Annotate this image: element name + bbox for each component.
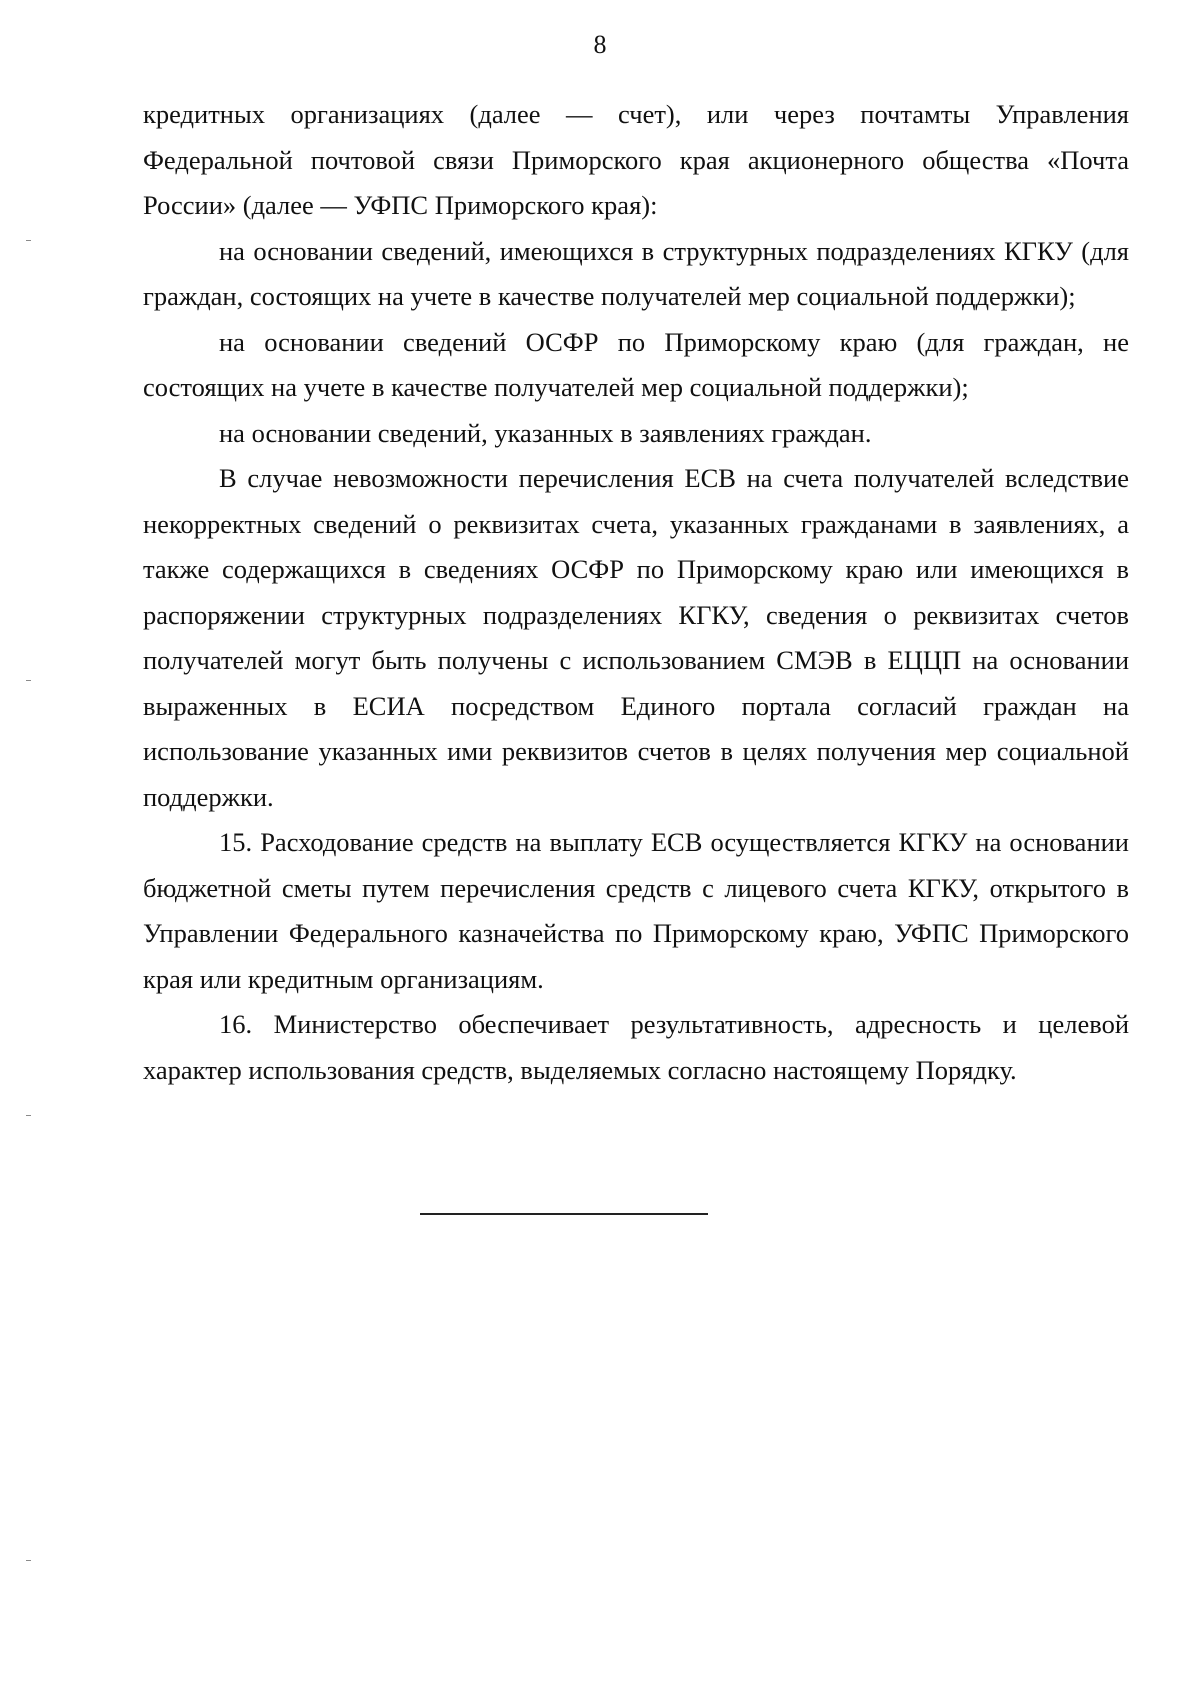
paragraph-continuation: кредитных организациях (далее — счет), или через почтамты Управления Федеральной почтовой связи Приморского края акционерного общества «Почта России» (далее — УФПС Приморского края): [143, 99, 1129, 220]
margin-scan-mark [26, 240, 31, 241]
end-of-document-rule [420, 1213, 708, 1215]
paragraph-basis-kgku: на основании сведений, имеющихся в структурных подразделениях КГКУ (для граждан, состоящих на учете в качестве получателей мер социальной поддержки); [143, 235, 1129, 311]
paragraph-basis-applications: на основании сведений, указанных в заявлениях граждан. [219, 417, 872, 448]
paragraph-account-details: В случае невозможности перечисления ЕСВ на счета получателей вследствие некорректных сведений о реквизитах счета, указанных гражданами в заявлениях, а также содержащихся в сведениях ОСФР по Приморскому краю или имеющихся в распоряжении структурных подразделениях КГКУ, сведения о реквизитах счетов получателей могут быть получены с использованием СМЭВ в ЕЦЦП на основании выраженных в ЕСИА посредством Единого портала согласий граждан на использование указанных ими реквизитов счетов в целях получения мер социальной поддержки. [143, 463, 1129, 812]
document-body [143, 92, 1129, 1093]
margin-scan-mark [26, 680, 31, 681]
page-number: 8 [593, 30, 607, 59]
margin-scan-mark [26, 1560, 31, 1561]
paragraph-item-16: 16. Министерство обеспечивает результативность, адресность и целевой характер использования средств, выделяемых согласно настоящему Порядку. [143, 1009, 1129, 1085]
paragraph-item-15: 15. Расходование средств на выплату ЕСВ осуществляется КГКУ на основании бюджетной сметы путем перечисления средств с лицевого счета КГКУ, открытого в Управлении Федерального казначейства по Приморскому краю, УФПС Приморского края или кредитным организациям. [143, 827, 1129, 994]
paragraph-basis-osfr: на основании сведений ОСФР по Приморскому краю (для граждан, не состоящих на учете в качестве получателей мер социальной поддержки); [143, 326, 1129, 402]
margin-scan-mark [26, 1115, 31, 1116]
